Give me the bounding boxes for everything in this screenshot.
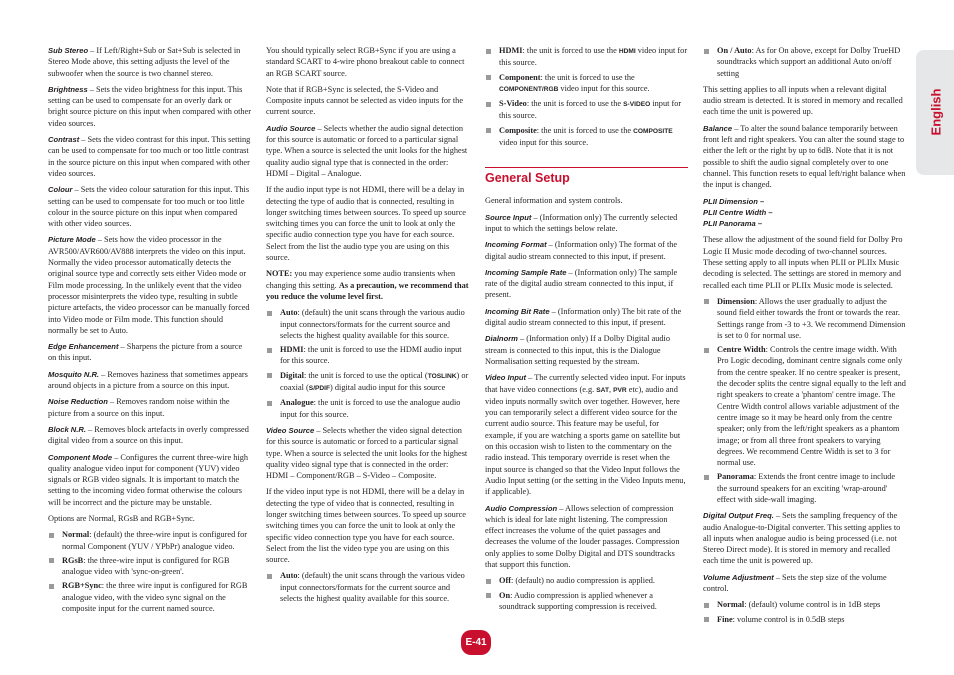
- noise-reduction-term: Noise Reduction: [48, 397, 108, 407]
- option-name: On: [499, 590, 511, 600]
- edge-enhancement-text: – Sharpens the picture from a source on this input.: [48, 342, 243, 363]
- option-name: Normal: [62, 530, 90, 540]
- video-source-list-continued: [485, 45, 688, 148]
- audio-source-list: [266, 307, 469, 420]
- page-number: E-41: [461, 630, 491, 655]
- column-4: [703, 45, 906, 630]
- balance-paragraph: [703, 123, 906, 191]
- volume-adjustment-text: – Sets the step size of the volume control.: [703, 572, 887, 594]
- colour-text: – Sets the video colour saturation for this input. This setting can be used to compensate for too much or too little colour in the source picture on this input when compared with other video sources.: [48, 185, 250, 229]
- list-item: [48, 555, 251, 578]
- source-input-term: Source Input: [485, 212, 532, 222]
- option-text: : the unit is forced to use the: [536, 125, 634, 135]
- block-nr-text: – Removes block artefacts in overly compressed digital video from a source on this input.: [48, 424, 249, 446]
- sub-stereo-paragraph: [48, 45, 251, 79]
- language-label: English: [928, 88, 944, 136]
- column-2: [266, 45, 469, 609]
- video-input-text: etc), audio and video inputs normally switch over together. However, here you can temporarily select a different video source for the current audio source. This feature may be useful, for example, if you are watching a sports game on satellite but on this occasion wish to listen to the commentary on the radio instead. This temporary override is reset when the input source is changed so that the Video Input follows the Audio Input setting (or the setting in the Video Inputs menu, if applicable).: [485, 384, 686, 497]
- edge-enhancement-paragraph: [48, 341, 251, 364]
- rgb-note-paragraph: Note that if RGB+Sync is selected, the S-Video and Composite inputs cannot be selected as video inputs for the current source.: [266, 84, 464, 117]
- option-name: Component: [499, 72, 541, 82]
- audio-source-paragraph: [266, 123, 469, 179]
- option-name: Auto: [280, 308, 298, 318]
- incoming-bit-rate-paragraph: [485, 306, 688, 329]
- brightness-term: Brightness: [48, 84, 88, 94]
- toslink-label: TOSLINK: [427, 372, 457, 380]
- option-name: S-Video: [499, 99, 527, 109]
- video-delay-paragraph: If the video input type is not HDMI, there will be a delay in detecting the type of video that is connected, resulting in longer switching times between sources. To speed up source switching times you can force the unit to look at only the specific video connection type you have for each source. Select from the list the video type you are using on this source.: [266, 487, 466, 565]
- incoming-sample-rate-paragraph: [485, 267, 688, 301]
- digital-output-paragraph: [703, 510, 906, 566]
- component-mode-paragraph: [48, 452, 251, 508]
- audio-compression-text: – Allows selection of compression which is ideal for late night listening. The compression effect increases the volume of the quiet passages and decreases the volume of the louder passages. Compression only applies to some Dolby Digital and DTS soundtracks that support this function.: [485, 503, 680, 569]
- option-name: Fine: [717, 614, 733, 624]
- contrast-text: – Sets the video contrast for this input. This setting can be used to compensate for too much or too little contrast in the source picture on this input when compared with other video sources.: [48, 135, 251, 178]
- option-name: Digital: [280, 370, 304, 380]
- plii-panorama-term: PLII Panorama –: [703, 219, 763, 229]
- compression-list-continued: [703, 45, 906, 79]
- video-source-paragraph: [266, 425, 469, 481]
- note-label: NOTE:: [266, 269, 293, 279]
- incoming-bit-rate-term: Incoming Bit Rate: [485, 306, 550, 316]
- pvr-label: PVR: [613, 386, 627, 394]
- option-name: On / Auto: [717, 46, 752, 55]
- edge-enhancement-term: Edge Enhancement: [48, 342, 119, 352]
- volume-list: [703, 599, 906, 625]
- block-nr-term: Block N.R.: [48, 424, 86, 434]
- incoming-format-paragraph: [485, 239, 688, 262]
- list-item: [485, 98, 688, 122]
- option-text: : the unit is forced to use the HDMI audio input for this source.: [280, 345, 462, 366]
- colour-paragraph: [48, 184, 251, 229]
- balance-text: – To alter the sound balance temporarily between front left and right speakers. You can alter the sound stage to either the left or the right by up to 6dB. Note that it is not possible to shift the audio signal completely over to one channel. This function resets to equal left/right balance when the input is changed.: [703, 123, 906, 190]
- list-item: [485, 125, 688, 149]
- list-item: [703, 599, 906, 610]
- source-input-text: – (Information only) The currently selected input to which the settings below relate.: [485, 212, 678, 233]
- option-text: video input for this source.: [499, 138, 589, 148]
- option-name: Analogue: [280, 398, 314, 408]
- option-text: : As for On above, except for Dolby TrueHD soundtracks which support an additional Auto on/off setting: [717, 46, 901, 78]
- list-item: [266, 370, 469, 395]
- option-text: : Controls the centre image width. With Pro Logic decoding, dominant centre signals come only from the centre speaker. If no centre speaker is present, the decoder splits the centre signal equally to the left and right speakers to create a 'phantom' centre image. The Centre Width control allows variable adjustment of the centre image so it may be heard only from the centre speaker; only from the left/right speakers as a phantom image; or from all three front speakers to varying degrees. We recommend Centre Width is set to 3 for normal use.: [717, 345, 906, 468]
- connector-label: COMPOSITE: [633, 127, 673, 135]
- mosquito-text: – Removes haziness that sometimes appears around objects in a picture from a source on this input.: [48, 369, 248, 391]
- option-name: RGsB: [62, 555, 84, 565]
- list-item: [703, 614, 906, 625]
- option-text: ) or coaxial (: [280, 370, 469, 393]
- option-text: : the three-wire input is configured for RGB analogue video with 'sync-on-green'.: [62, 555, 230, 577]
- audio-compression-paragraph: [485, 503, 688, 571]
- option-name: Panorama: [717, 472, 754, 482]
- list-item: [266, 307, 469, 341]
- list-item: [48, 529, 251, 552]
- options-paragraph: Options are Normal, RGsB and RGB+Sync.: [48, 513, 195, 523]
- note-paragraph: [266, 268, 469, 302]
- compression-list: [485, 575, 688, 612]
- list-item: [266, 344, 469, 367]
- list-item: [485, 72, 688, 96]
- mosquito-paragraph: [48, 369, 251, 392]
- option-text: : (default) the unit scans through the various audio input connectors/formats for the current source and selects the highest quality available for this source.: [280, 308, 465, 340]
- balance-term: Balance: [703, 123, 733, 133]
- incoming-format-term: Incoming Format: [485, 240, 547, 250]
- option-text: video input for this source.: [499, 46, 688, 68]
- video-input-paragraph: [485, 372, 688, 497]
- option-text: : the three wire input is configured for RGB analogue video, with the video sync signal on the composite input for the current named source.: [62, 581, 248, 614]
- rgb-sync-paragraph: You should typically select RGB+Sync if you are using a standard SCART to 4-wire phono breakout cable to connect an RGB SCART source.: [266, 46, 465, 78]
- audio-delay-paragraph: If the audio input type is not HDMI, there will be a delay in detecting the type of audio that is connected, resulting in longer switching times between sources. To speed up source switching times you can force the unit to look at only the specific audio connection type you have for each source. Select from the list the audio type you are using on this source.: [266, 185, 466, 263]
- option-text: : the unit is forced to use the optical (: [303, 370, 428, 380]
- contrast-paragraph: [48, 134, 251, 179]
- video-input-text: ,: [608, 384, 614, 394]
- option-name: Composite: [499, 125, 537, 135]
- column-3: [485, 45, 688, 617]
- block-nr-paragraph: [48, 424, 251, 447]
- list-item: [703, 344, 906, 468]
- incoming-sample-rate-text: – (Information only) The sample rate of the digital audio stream connected to this input, if present.: [485, 267, 678, 300]
- volume-adjustment-term: Volume Adjustment: [703, 572, 774, 582]
- option-name: Off: [499, 576, 511, 586]
- option-name: HDMI: [280, 345, 304, 355]
- option-name: HDMI: [499, 46, 523, 55]
- option-text: ) digital audio input for this source: [330, 383, 446, 393]
- plii-centre-width-term: PLII Centre Width –: [703, 207, 773, 217]
- plii-dimension-term: PLII Dimension –: [703, 196, 765, 206]
- dialnorm-text: – (Information only) If a Dolby Digital audio stream is connected to this input, this is the Dialogue Normalisation setting requested by the stream.: [485, 334, 670, 366]
- component-mode-list: [48, 529, 251, 614]
- list-item: [266, 397, 469, 420]
- brightness-text: – Sets the video brightness for this input. This setting can be used to compensate for an overly dark or bright source picture on this input when compared with other video sources.: [48, 84, 251, 128]
- mosquito-term: Mosquito N.R.: [48, 369, 100, 379]
- dialnorm-term: Dialnorm: [485, 334, 518, 344]
- video-source-term: Video Source: [266, 425, 315, 435]
- video-input-text: – The currently selected video input. For inputs that have video connections (e.g.: [485, 373, 686, 394]
- option-name: Dimension: [717, 296, 755, 306]
- video-source-text: – Selects whether the video signal detection for this source is automatic or forced to a particular signal type. When a source is selected the unit looks for the highest quality video signal type that is connected in the order: HDMI – Component/RGB – S-Video – Composite.: [266, 425, 468, 481]
- option-text: video input for this source.: [558, 83, 650, 93]
- compression-memory-paragraph: This setting applies to all inputs when a relevant digital audio stream is detected. It is stored in memory and recalled each time the unit is powered up.: [703, 84, 903, 117]
- list-item: [485, 590, 688, 613]
- brightness-paragraph: [48, 84, 251, 129]
- option-name: Normal: [717, 600, 745, 610]
- video-input-term: Video Input: [485, 373, 527, 383]
- option-text: : (default) no audio compression is applied.: [510, 576, 655, 586]
- option-text: : Extends the front centre image to include the surround speakers for an exciting 'wrap-around' effect with side-wall imaging.: [717, 472, 896, 504]
- sub-stereo-term: Sub Stereo: [48, 46, 89, 55]
- contrast-term: Contrast: [48, 135, 80, 145]
- section-divider: [485, 167, 688, 168]
- sat-label: SAT: [596, 386, 609, 394]
- digital-output-term: Digital Output Freq.: [703, 511, 774, 521]
- option-text: : Audio compression is applied whenever a soundtrack supporting compression is received.: [499, 590, 657, 611]
- component-mode-text: – Configures the current three-wire high quality analogue video input for component (YUV) video signals or RGB video signals. It is important to match the setting to the incoming video format otherwise the colours will be incorrect and the picture may be unstable.: [48, 452, 249, 507]
- list-item: [48, 580, 251, 614]
- source-input-paragraph: [485, 212, 688, 235]
- intro-paragraph: General information and system controls.: [485, 196, 623, 206]
- connector-label: HDMI: [618, 48, 636, 55]
- note-warning: As a precaution, we recommend that you reduce the volume level first: [266, 280, 469, 301]
- option-text: : (default) volume control is in 1dB steps: [744, 600, 881, 610]
- connector-label: COMPONENT/RGB: [499, 85, 559, 93]
- connector-label: S-VIDEO: [623, 101, 651, 109]
- spdif-label: S/PDIF: [308, 385, 331, 393]
- list-item: [266, 570, 469, 604]
- audio-source-text: – Selects whether the audio signal detection for this source is automatic or forced to a particular signal type. When a source is selected the unit looks for the highest quality audio signal type that is connected in the order: HDMI – Digital – Analogue.: [266, 123, 468, 178]
- column-1: [48, 45, 251, 619]
- incoming-bit-rate-text: – (Information only) The bit rate of the digital audio stream connected to this input, if present.: [485, 306, 682, 328]
- audio-compression-term: Audio Compression: [485, 503, 558, 513]
- list-item: [485, 45, 688, 69]
- note-end: .: [380, 291, 383, 301]
- sub-stereo-text: – If Left/Right+Sub or Sat+Sub is selected in Stereo Mode above, this setting adjusts the level of the subwoofer when the source is two channel stereo.: [48, 46, 241, 78]
- option-text: : the unit is forced to use the: [526, 99, 624, 109]
- colour-term: Colour: [48, 185, 73, 195]
- plii-list: [703, 296, 906, 505]
- digital-output-text: – Sets the sampling frequency of the audio Analogue-to-Digital converter. This setting applies to all inputs when analogue audio is being processed (i.e. not Stereo Direct mode). It is stored in memory and recalled each time the unit is powered up.: [703, 511, 901, 566]
- option-text: : the unit is forced to use the analogue audio input for this source.: [280, 398, 461, 419]
- option-text: : volume control is in 0.5dB steps: [732, 614, 845, 624]
- option-text: : the unit is forced to use the: [522, 46, 619, 55]
- option-text: : the unit is forced to use the: [540, 72, 635, 82]
- section-heading: General Setup: [485, 171, 570, 186]
- list-item: [703, 296, 906, 341]
- list-item: [485, 575, 688, 586]
- noise-reduction-text: – Removes random noise within the picture from a source on this input.: [48, 397, 230, 418]
- volume-adjustment-paragraph: [703, 572, 906, 595]
- option-text: : (default) the three-wire input is configured for normal Component (YUV / YPbPr) analogue video.: [62, 530, 248, 551]
- list-item: [703, 45, 906, 79]
- option-name: Centre Width: [717, 345, 766, 355]
- video-source-list: [266, 570, 469, 604]
- option-name: RGB+Sync: [62, 581, 102, 591]
- incoming-sample-rate-term: Incoming Sample Rate: [485, 267, 567, 277]
- picture-mode-term: Picture Mode: [48, 235, 96, 245]
- picture-mode-paragraph: [48, 234, 251, 336]
- audio-source-term: Audio Source: [266, 123, 316, 133]
- option-name: Auto: [280, 571, 298, 581]
- incoming-format-text: – (Information only) The format of the digital audio stream connected to this input, if present.: [485, 240, 678, 261]
- plii-paragraph: These allow the adjustment of the sound field for Dolby Pro Logic II Music mode decoding of two-channel sources. These setting apply to all inputs when PLII or PLIIx Music decoding is selected. The settings are stored in memory and recalled each time PLII or PLIIx Music mode is selected.: [703, 235, 903, 290]
- component-mode-term: Component Mode: [48, 452, 113, 462]
- picture-mode-text: – Sets how the video processor in the AVR500/AVR600/AV888 interprets the video on this input. Normally the video processor automatically detects the original source type and correctly sets either Video mode or Film mode processing. In the unlikely event that the video processor misinterprets the video type, resulting in subtle picture artefacts, the video processor can be manually forced into Video mode or Film mode. This function should normally be set to Auto.: [48, 235, 250, 335]
- noise-reduction-paragraph: [48, 396, 251, 419]
- option-text: input for this source.: [499, 99, 682, 121]
- dialnorm-paragraph: [485, 333, 688, 367]
- list-item: [703, 471, 906, 505]
- option-text: : Allows the user gradually to adjust the sound field either towards the front or towards the rear. Settings range from -3 to +3. We recommend Dimension is set to 0 for normal use.: [717, 296, 906, 340]
- option-text: : (default) the unit scans through the various video input connectors/formats for the current source and selects the highest quality available for this source.: [280, 571, 465, 604]
- note-text: you may experience some audio transients when changing this setting.: [266, 269, 456, 290]
